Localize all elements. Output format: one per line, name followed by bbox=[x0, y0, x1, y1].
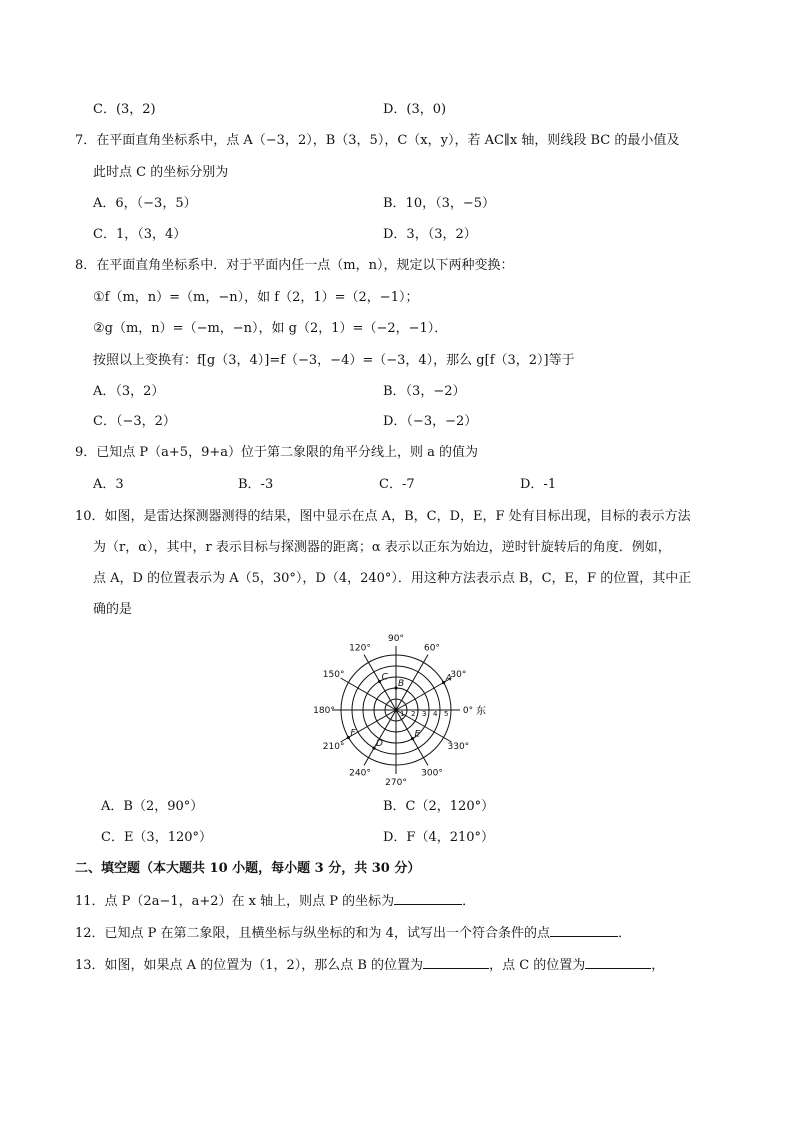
q8-option-d: D．（−3，−2） bbox=[383, 414, 478, 429]
section-2-heading: 二、填空题（本大题共 10 小题，每小题 3 分，共 30 分） bbox=[75, 861, 421, 876]
radar-ray-150 bbox=[341, 678, 396, 710]
q13-text2: ，点 C 的位置为 bbox=[489, 958, 586, 973]
angle-label-30: 30° bbox=[450, 670, 467, 680]
q9-stem: 9．已知点 P（a+5，9+a）位于第二象限的角平分线上，则 a 的值为 bbox=[75, 445, 478, 460]
q10-stem-line2: 为（r，α），其中，r 表示目标与探测器的距离；α 表示以正东为始边，逆时针旋转后的角度．例如， bbox=[93, 540, 671, 555]
angle-label-150: 150° bbox=[322, 670, 345, 680]
q8-stem-line3: ②g（m，n）=（−m，−n），如 g（2，1）=（−2，−1）． bbox=[93, 321, 448, 336]
q8-stem-line4: 按照以上变换有：f[g（3，4）]=f（−3，−4）=（−3，4），那么 g[f（3，2）]等于 bbox=[93, 353, 575, 368]
east-label: 东 bbox=[476, 706, 486, 717]
angle-label-270: 270° bbox=[385, 778, 407, 786]
q8-stem-line2: ①f（m，n）=（m，−n），如 f（2，1）=（2，−1）； bbox=[93, 290, 419, 305]
q12 bbox=[75, 924, 631, 943]
angle-label-90: 90° bbox=[388, 634, 404, 644]
q10-option-d: D．F（4，210°） bbox=[383, 830, 495, 845]
q11-end: ． bbox=[462, 894, 476, 909]
q10-option-b: B．C（2，120°） bbox=[383, 799, 495, 814]
target-label-c: C bbox=[381, 672, 388, 683]
target-label-b: B bbox=[398, 679, 405, 689]
angle-label-300: 300° bbox=[421, 768, 443, 779]
q12-answer-blank[interactable] bbox=[550, 924, 618, 937]
q10-option-a: A．B（2，90°） bbox=[101, 799, 204, 814]
q10-stem-line4: 确的是 bbox=[93, 602, 133, 617]
q12-end: ． bbox=[617, 926, 631, 941]
q7-option-c: C．1，（3，4） bbox=[93, 227, 187, 242]
angle-label-330: 330° bbox=[447, 742, 470, 752]
target-label-f: F bbox=[350, 728, 356, 739]
q8-stem-line1: 8．在平面直角坐标系中．对于平面内任一点（m，n），规定以下两种变换： bbox=[75, 258, 514, 273]
q8-option-b: B．（3，−2） bbox=[383, 384, 466, 399]
q9-option-c: C．-7 bbox=[379, 477, 415, 492]
q13-end: ， bbox=[651, 958, 665, 973]
q13-text1: 13．如图，如果点 A 的位置为（1，2），那么点 B 的位置为 bbox=[75, 958, 424, 973]
q6-option-c: C．(3，2) bbox=[93, 102, 156, 117]
angle-label-210: 210° bbox=[322, 742, 345, 752]
angle-label-240: 240° bbox=[349, 768, 371, 779]
q7-option-b: B．10，（3，−5） bbox=[383, 196, 496, 211]
ring-label-4: 4 bbox=[433, 710, 438, 718]
ring-label-2: 2 bbox=[411, 710, 416, 718]
angle-label-60: 60° bbox=[424, 643, 440, 654]
q11 bbox=[75, 892, 475, 911]
q11-text: 11．点 P（2a−1，a+2）在 x 轴上，则点 P 的坐标为 bbox=[75, 894, 395, 909]
q8-option-c: C．（−3，2） bbox=[93, 414, 176, 429]
q6-option-d: D．(3，0) bbox=[383, 102, 447, 117]
q13-blank-c[interactable] bbox=[585, 956, 651, 969]
q7-stem-line1: 7．在平面直角坐标系中，点 A（−3，2），B（3，5），C（x，y），若 AC∥x 轴，则线段 BC 的最小值及 bbox=[75, 133, 680, 148]
ring-label-5: 5 bbox=[444, 710, 449, 718]
q13 bbox=[75, 956, 664, 975]
q9-option-a: A．3 bbox=[93, 477, 124, 492]
q8-option-a: A．（3，2） bbox=[93, 384, 165, 399]
radar-diagram bbox=[300, 630, 500, 786]
radar-ray-240 bbox=[364, 710, 396, 765]
target-label-e: E bbox=[414, 729, 421, 740]
q9-option-d: D．-1 bbox=[520, 477, 557, 492]
angle-label-0: 0° bbox=[462, 706, 474, 716]
q12-text: 12．已知点 P 在第二象限，且横坐标与纵坐标的和为 4，试写出一个符合条件的点 bbox=[75, 926, 550, 941]
radar-rays bbox=[332, 643, 460, 774]
q10-stem-line1: 10．如图，是雷达探测器测得的结果，图中显示在点 A，B，C，D，E，F 处有目标出现，目标的表示方法 bbox=[75, 509, 691, 524]
q9-option-b: B．-3 bbox=[238, 477, 274, 492]
q7-stem-line2: 此时点 C 的坐标分别为 bbox=[93, 165, 229, 180]
angle-label-120: 120° bbox=[349, 643, 371, 654]
q10-option-c: C．E（3，120°） bbox=[101, 830, 213, 845]
q7-option-d: D．3，（3，2） bbox=[383, 227, 477, 242]
angle-label-180: 180° bbox=[313, 706, 335, 716]
q7-option-a: A．6，（−3，5） bbox=[93, 196, 197, 211]
ring-label-3: 3 bbox=[422, 710, 427, 718]
q11-answer-blank[interactable] bbox=[394, 892, 462, 905]
ring-label-1: 1 bbox=[400, 710, 405, 718]
q10-stem-line3: 点 A，D 的位置表示为 A（5，30°），D（4，240°）．用这种方法表示点 B，C，E，F 的位置，其中正 bbox=[93, 571, 692, 586]
q13-blank-b[interactable] bbox=[423, 956, 489, 969]
target-label-a: A bbox=[445, 673, 452, 684]
target-label-d: D bbox=[376, 739, 383, 750]
